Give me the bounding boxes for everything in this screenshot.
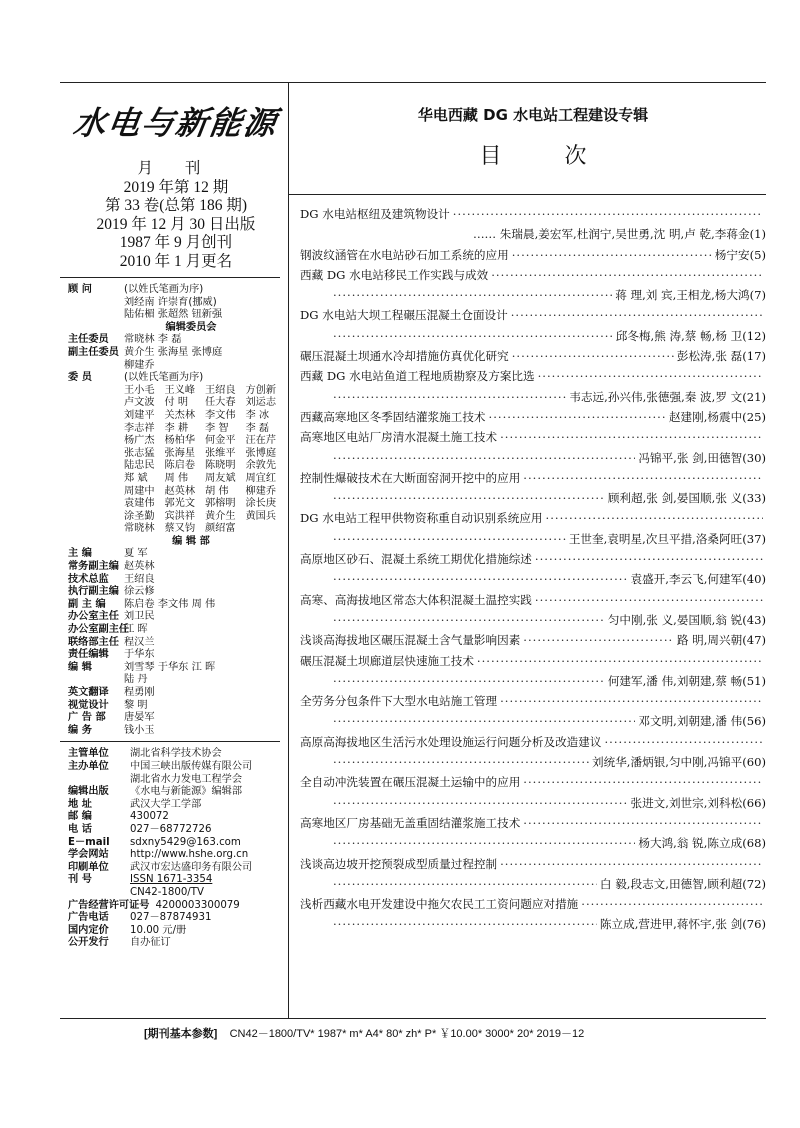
editorial-title: 编 辑 部	[172, 535, 210, 547]
toc-leader	[333, 387, 566, 407]
toc-leader	[523, 468, 763, 488]
table-of-contents	[300, 204, 766, 935]
toc-entry-authors: 杨宁安(5)	[714, 247, 766, 262]
editorial-role: 技术总监	[68, 573, 109, 585]
publishing-value: 湖北省科学技术协会	[130, 748, 222, 760]
frequency: 月 刊	[137, 160, 215, 177]
committee-member: 任大春	[205, 397, 236, 409]
toc-entry-authors: 顾利超,张 剑,晏国顺,张 义(33)	[607, 491, 766, 506]
publishing-value: 武汉大学工学部	[130, 798, 202, 810]
publishing-row	[68, 761, 284, 774]
toc-entry-authors-line	[300, 488, 766, 508]
committee-member: 王小毛	[124, 384, 155, 396]
toc-entry-title: DG 水电站大坝工程碾压混凝土仓面设计	[300, 308, 508, 323]
journal-logo	[68, 82, 284, 160]
toc-entry-authors-line	[300, 610, 766, 630]
committee-member: 周 伟	[164, 472, 189, 484]
toc-leader	[500, 691, 763, 711]
editorial-row	[68, 725, 284, 738]
toc-entry-title: 碾压混凝土坝通水冷却措施仿真优化研究	[300, 349, 509, 364]
toc-leader	[333, 326, 613, 346]
committee-member: 蔡又钧	[164, 523, 196, 535]
toc-entry-title: 西藏 DG 水电站鱼道工程地质勘察及方案比选	[300, 369, 535, 384]
committee-member: 杨广杰	[124, 435, 155, 447]
members-row	[68, 372, 284, 385]
publishing-row	[68, 748, 284, 761]
editorial-person: 赵英林	[124, 561, 155, 573]
toc-leader	[500, 427, 763, 447]
toc-entry[interactable]	[300, 407, 766, 427]
toc-entry-authors-line	[300, 224, 766, 244]
committee-member: 陈启卷	[164, 460, 196, 472]
toc-entry[interactable]	[300, 590, 766, 610]
editorial-role: 办公室副主任	[68, 624, 130, 636]
members-note: (以姓氏笔画为序)	[124, 372, 204, 384]
publish-date: 2019 年 12 月 30 日出版	[96, 215, 256, 233]
editorial-role: 编 务	[68, 724, 92, 736]
publishing-label: E－mail	[68, 836, 110, 848]
editorial-person: 夏 军	[124, 548, 148, 560]
toc-entry[interactable]	[300, 427, 766, 447]
committee-member: 柳建乔	[245, 485, 277, 497]
toc-entry-authors: 杨大鸿,翁 锐,陈立成(68)	[638, 836, 766, 851]
editorial-row	[68, 548, 284, 561]
toc-leader	[333, 610, 605, 630]
parameters-value: CN42－1800/TV* 1987* m* A4* 80* zh* P* ￥10.00* 3000* 20* 2019－12	[229, 1028, 585, 1040]
toc-leader	[333, 671, 605, 691]
editorial-row	[68, 624, 284, 637]
publishing-row	[68, 824, 284, 837]
toc-entry-title: 高原高海拔地区生活污水处理设施运行问题分析及改造建议	[300, 734, 602, 749]
toc-entry-authors: 邱冬梅,熊 涛,蔡 畅,杨 卫(12)	[615, 328, 766, 343]
publishing-value: 430072	[130, 811, 169, 823]
publishing-label: 国内定价	[68, 924, 109, 936]
publishing-label: 编辑出版	[68, 786, 109, 798]
editorial-row	[68, 611, 284, 624]
committee-member: 汪在芹	[245, 435, 277, 447]
vice-chair-value: 柳建乔	[124, 359, 155, 371]
publishing-label: 电 话	[68, 823, 92, 835]
toc-entry-authors-line	[300, 833, 766, 853]
chair-row	[68, 334, 284, 347]
committee-member: 张志猛	[124, 447, 155, 459]
toc-entry[interactable]	[300, 245, 766, 265]
publishing-value: CN42-1800/TV	[130, 886, 204, 898]
volume: 第 33 卷(总第 186 期)	[104, 197, 248, 214]
toc-leader	[333, 529, 566, 549]
committee-member: 颜绍富	[205, 523, 236, 535]
toc-entry-authors-line	[300, 793, 766, 813]
committee-member: 李 智	[205, 422, 229, 434]
toc-entry-authors-line	[300, 671, 766, 691]
chair-label: 主任委员	[68, 334, 109, 346]
committee-member: 常晓林	[124, 523, 155, 535]
publishing-value: 湖北省水力发电工程学会	[130, 773, 243, 785]
toc-leader	[333, 285, 612, 305]
publishing-row	[68, 849, 284, 862]
editorial-row	[68, 637, 284, 650]
toc-entry-authors: 王世奎,袁明星,次旦平措,洛桑阿旺(37)	[568, 531, 766, 546]
committee-member: 周宜红	[245, 472, 277, 484]
toc-leader	[333, 874, 597, 894]
committee-member: 王义峰	[164, 384, 196, 396]
toc-entry-title: 浅谈高海拔地区碾压混凝土含气量影响因素	[300, 633, 521, 648]
toc-leader	[523, 630, 674, 650]
toc-entry-authors: 刘统华,潘炳银,匀中刚,冯锦平(60)	[592, 755, 766, 770]
toc-entry-authors-line	[300, 529, 766, 549]
editorial-person: 陆 丹	[124, 674, 148, 686]
toc-entry-title: 钢波纹涵管在水电站砂石加工系统的应用	[300, 247, 509, 262]
editorial-row	[68, 561, 284, 574]
toc-leader	[333, 752, 589, 772]
editorial-role: 执行副主编	[68, 586, 119, 598]
toc-leader	[491, 265, 763, 285]
toc-leader	[333, 711, 635, 731]
committee-member: 郭榕明	[205, 498, 236, 510]
toc-entry[interactable]	[300, 366, 766, 386]
publishing-row	[68, 837, 284, 850]
publishing-row	[68, 925, 284, 938]
publishing-label: 邮 编	[68, 811, 92, 823]
committee-title: 编辑委员会	[165, 321, 217, 333]
toc-leader	[333, 793, 627, 813]
toc-leader	[500, 854, 763, 874]
publishing-label	[68, 774, 130, 787]
toc-entry-title: 西藏 DG 水电站移民工作实践与成效	[300, 267, 489, 282]
editorial-person: 黎 明	[124, 699, 148, 711]
toc-entry-authors: 彭松涛,张 磊(17)	[676, 349, 766, 364]
publishing-value: sdxny5429@163.com	[130, 836, 241, 848]
toc-leader	[581, 894, 763, 914]
advisors	[68, 284, 284, 297]
publishing-value: 4200003300079	[155, 899, 240, 911]
committee-member: 关杰林	[164, 409, 196, 421]
toc-entry[interactable]	[300, 854, 766, 874]
issue-info	[68, 160, 284, 271]
editorial-list	[68, 548, 284, 737]
editorial-person: 钱小玉	[124, 724, 155, 736]
toc-leader	[477, 651, 763, 671]
toc-leader	[512, 245, 712, 265]
toc-entry-authors-line	[300, 326, 766, 346]
committee-member: 陆忠民	[124, 460, 155, 472]
editorial-role	[68, 674, 124, 687]
toc-entry-authors: 赵建刚,杨震中(25)	[668, 409, 766, 424]
toc-entry-title: 碾压混凝土坝廊道层快速施工技术	[300, 653, 474, 668]
committee-member: 杨柏华	[164, 435, 196, 447]
publishing-value: 自办征订	[130, 937, 171, 949]
bottom-rule	[60, 1018, 766, 1019]
toc-entry-authors: 邓文明,刘朝建,潘 伟(56)	[638, 714, 766, 729]
publishing-value: 027－68772726	[130, 823, 212, 835]
publishing-value: 武汉市宏达盛印务有限公司	[130, 861, 253, 873]
editorial-person: 刘卫民	[124, 611, 155, 623]
toc-entry[interactable]	[300, 691, 766, 711]
editorial-row	[68, 687, 284, 700]
committee-member: 涂长庚	[245, 498, 277, 510]
toc-leader	[512, 346, 674, 366]
toc-entry-authors: 路 明,周兴朝(47)	[676, 633, 766, 648]
chair-value: 常晓林 李 磊	[124, 334, 182, 346]
publishing-row	[68, 887, 284, 900]
editorial-role: 常务副主编	[68, 561, 119, 573]
committee-member: 黄介生	[205, 510, 236, 522]
advisors-line: 陆佑楣 张超然 钮新强	[124, 309, 223, 321]
editorial-role: 主 编	[68, 548, 92, 560]
publishing-value: 中国三峡出版传媒有限公司	[130, 760, 253, 772]
editorial-role: 英文翻译	[68, 687, 109, 698]
editorial-person: 江 晖	[124, 624, 148, 636]
committee-member: 张维平	[205, 447, 236, 459]
toc-leader	[535, 590, 763, 610]
toc-entry[interactable]	[300, 346, 766, 366]
toc-entry-authors: 何建军,潘 伟,刘朝建,蔡 畅(51)	[607, 673, 766, 688]
toc-entry[interactable]	[300, 732, 766, 752]
toc-entry-authors-line	[300, 285, 766, 305]
toc-entry[interactable]	[300, 468, 766, 488]
toc-leader	[333, 569, 627, 589]
publishing-value: 10.00 元/册	[130, 924, 187, 936]
publishing-label: 学会网站	[68, 849, 109, 861]
contents-column	[300, 82, 766, 932]
toc-entry-authors-line	[300, 387, 766, 407]
editorial-person: 徐云修	[124, 586, 155, 598]
toc-entry-title: DG 水电站工程甲供物资称重自动识别系统应用	[300, 511, 543, 526]
editorial-role: 责任编辑	[68, 649, 109, 661]
special-issue-title: 华电西藏 DG 水电站工程建设专辑	[417, 106, 649, 124]
toc-entry-authors-line	[300, 752, 766, 772]
committee-member: 胡 伟	[205, 485, 229, 497]
toc-entry-authors-line	[300, 914, 766, 934]
toc-entry[interactable]	[300, 305, 766, 325]
committee-member: 郭光文	[164, 498, 196, 510]
column-divider	[288, 82, 289, 1018]
editorial-person: 陈启卷 李文伟 周 伟	[124, 598, 216, 610]
committee-member: 郑 斌	[124, 472, 148, 484]
members-grid	[124, 385, 284, 536]
committee-member: 王绍良	[205, 384, 236, 396]
toc-entry-authors: 白 毅,段志文,田德智,顾利超(72)	[599, 876, 766, 891]
committee-member: 黄国兵	[245, 510, 277, 522]
toc-leader	[333, 488, 605, 508]
toc-leader	[489, 407, 666, 427]
advisors-line: 刘经南 许崇育(挪威)	[124, 296, 217, 308]
editorial-role: 联络部主任	[68, 636, 119, 648]
vice-chair-value: 黄介生 张海星 张博庭	[124, 346, 223, 358]
editorial-row	[68, 700, 284, 713]
toc-leader	[604, 732, 763, 752]
committee-member: 周友斌	[205, 472, 236, 484]
committee-member: 涂圣勤	[124, 510, 155, 522]
publishing-row	[68, 811, 284, 824]
committee-member: 李文伟	[205, 409, 236, 421]
parameters-label: [期刊基本参数]	[144, 1028, 218, 1040]
toc-leader	[523, 813, 763, 833]
toc-entry[interactable]	[300, 204, 766, 224]
committee-member: 刘运志	[245, 397, 277, 409]
committee-member: 何金平	[205, 435, 236, 447]
toc-entry[interactable]	[300, 549, 766, 569]
toc-entry[interactable]	[300, 630, 766, 650]
toc-leader	[523, 772, 763, 792]
toc-entry-authors: 张进文,刘世宗,刘科松(66)	[630, 795, 766, 810]
publishing-label: 印刷单位	[68, 861, 109, 873]
committee-member: 刘建平	[124, 409, 155, 421]
publishing-label: 广告电话	[68, 912, 109, 924]
toc-entry-title: 浅析西藏水电开发建设中拖欠农民工工资问题应对措施	[300, 897, 579, 912]
committee-member: 张海星	[164, 447, 196, 459]
publishing-row	[68, 874, 284, 887]
toc-leader	[333, 833, 635, 853]
editorial-role: 编 辑	[68, 661, 92, 673]
publishing-row	[68, 774, 284, 787]
toc-leader	[453, 204, 763, 224]
toc-entry-title: 西藏高寒地区冬季固结灌浆施工技术	[300, 409, 486, 424]
editorial-person: 程汉兰	[124, 636, 155, 648]
committee-member: 周建中	[124, 485, 155, 497]
advisors-label: 顾 问	[68, 284, 92, 295]
publishing-label: 刊 号	[68, 874, 92, 886]
toc-entry-authors: 袁盛开,李云飞,何建军(40)	[630, 572, 766, 587]
toc-entry-authors: …… 朱瑞晨,姜宏军,杜润宁,吴世勇,沈 明,卢 乾,李蒋金(1)	[472, 227, 766, 242]
masthead-column	[68, 82, 284, 950]
toc-entry-title: 高寒、高海拔地区常态大体积混凝土温控实践	[300, 592, 532, 607]
publishing-info	[68, 748, 284, 950]
toc-leader	[511, 305, 763, 325]
committee-member: 李 磊	[245, 422, 270, 434]
editorial-row	[68, 586, 284, 599]
toc-entry[interactable]	[300, 894, 766, 914]
editorial-role: 视觉设计	[68, 699, 109, 711]
issue-number: 2019 年第 12 期	[123, 178, 229, 196]
editorial-person: 程勇刚	[124, 687, 155, 698]
editorial-person: 刘雪琴 于华东 江 晖	[124, 661, 216, 673]
vice-chair-row	[68, 347, 284, 372]
toc-entry-authors: 冯锦平,张 剑,田德智(30)	[638, 450, 766, 465]
committee-member: 赵英林	[164, 485, 196, 497]
advisors-note: (以姓氏笔画为序)	[124, 284, 204, 295]
publishing-value: 027－87874931	[130, 912, 212, 924]
editorial-role: 广 告 部	[68, 712, 106, 724]
publishing-value: http://www.hshe.org.cn	[130, 849, 249, 861]
editorial-role: 副 主 编	[68, 598, 106, 610]
publishing-label: 主管单位	[68, 748, 109, 760]
toc-entry[interactable]	[300, 265, 766, 285]
toc-entry[interactable]	[300, 772, 766, 792]
toc-entry-title: 全劳务分包条件下大型水电站施工管理	[300, 694, 498, 709]
vice-chair-label: 副主任委员	[68, 346, 119, 358]
committee-member: 李 冰	[245, 409, 270, 421]
founded-date: 1987 年 9 月创刊	[119, 234, 233, 251]
publishing-row	[68, 900, 284, 913]
committee-member: 李志祥	[124, 422, 155, 434]
publishing-label	[68, 887, 130, 900]
publishing-row	[68, 862, 284, 875]
members-label: 委 员	[68, 372, 92, 384]
publishing-label: 地 址	[68, 798, 92, 810]
toc-leader	[333, 448, 635, 468]
journal-parameters	[144, 1025, 584, 1041]
editorial-row	[68, 649, 284, 662]
divider	[60, 277, 280, 278]
toc-entry-title: DG 水电站枢纽及建筑物设计	[300, 207, 450, 221]
committee-member: 宾洪祥	[164, 510, 196, 522]
toc-entry-title: 全自动冲洗装置在碾压混凝土运输中的应用	[300, 775, 521, 790]
toc-entry-authors-line	[300, 569, 766, 589]
committee-member: 陈晓明	[205, 460, 236, 472]
toc-entry-authors-line	[300, 448, 766, 468]
toc-entry-authors: 陈立成,营进甲,蒋怀宇,张 剑(76)	[599, 917, 766, 932]
toc-rule	[289, 194, 766, 195]
editorial-row	[68, 662, 284, 675]
committee-member: 付 明	[164, 397, 189, 409]
publishing-row	[68, 799, 284, 812]
publishing-row	[68, 937, 284, 950]
editorial-row	[68, 599, 284, 612]
editorial-person: 于华东	[124, 649, 155, 661]
publishing-value: 《水电与新能源》编辑部	[130, 786, 243, 798]
toc-entry[interactable]	[300, 813, 766, 833]
divider	[60, 741, 280, 742]
toc-leader	[546, 508, 763, 528]
toc-entry-title: 高原地区砂石、混凝土系统工期优化措施综述	[300, 552, 532, 567]
toc-leader	[333, 914, 597, 934]
committee-member: 方创新	[245, 384, 277, 396]
editorial-person: 王绍良	[124, 573, 155, 585]
committee-member: 卢文波	[124, 397, 155, 409]
toc-entry-authors: 蒋 理,刘 宾,王相龙,杨大鸿(7)	[615, 288, 766, 303]
committee-member: 余敦先	[245, 460, 277, 472]
toc-entry-title: 高寒地区电站厂房清水混凝土施工技术	[300, 430, 498, 445]
toc-leader	[535, 549, 763, 569]
editorial-row	[68, 712, 284, 725]
toc-entry[interactable]	[300, 508, 766, 528]
publishing-label: 主办单位	[68, 760, 109, 772]
toc-entry-authors-line	[300, 874, 766, 894]
toc-entry-authors: 匀中刚,张 义,晏国顺,翁 锐(43)	[607, 612, 766, 627]
committee-member: 袁建伟	[124, 498, 155, 510]
toc-heading: 目 次	[479, 144, 615, 169]
renamed-date: 2010 年 1 月更名	[119, 252, 233, 270]
publishing-row	[68, 912, 284, 925]
publishing-label: 公开发行	[68, 937, 109, 949]
editorial-row	[68, 574, 284, 587]
staff-list	[68, 284, 284, 737]
toc-entry-title: 浅谈高边坡开挖预裂成型质量过程控制	[300, 856, 498, 871]
toc-leader	[538, 366, 763, 386]
editorial-person: 唐晏军	[124, 712, 155, 724]
committee-member: 李 耕	[164, 422, 189, 434]
publishing-value: ISSN 1671-3354	[130, 874, 213, 886]
toc-entry-title: 控制性爆破技术在大断面窑洞开挖中的应用	[300, 470, 521, 485]
publishing-row	[68, 786, 284, 799]
toc-entry-title: 高寒地区厂房基础无盖重固结灌浆施工技术	[300, 815, 521, 830]
editorial-row	[68, 674, 284, 687]
editorial-role: 办公室主任	[68, 611, 119, 623]
toc-entry-authors: 韦志远,孙兴伟,张德强,秦 波,罗 文(21)	[569, 389, 766, 404]
toc-entry-authors-line	[300, 711, 766, 731]
toc-entry[interactable]	[300, 651, 766, 671]
publishing-label: 广告经营许可证号	[68, 899, 150, 911]
committee-member: 张博庭	[245, 447, 277, 459]
journal-title: 水电与新能源	[71, 104, 281, 142]
